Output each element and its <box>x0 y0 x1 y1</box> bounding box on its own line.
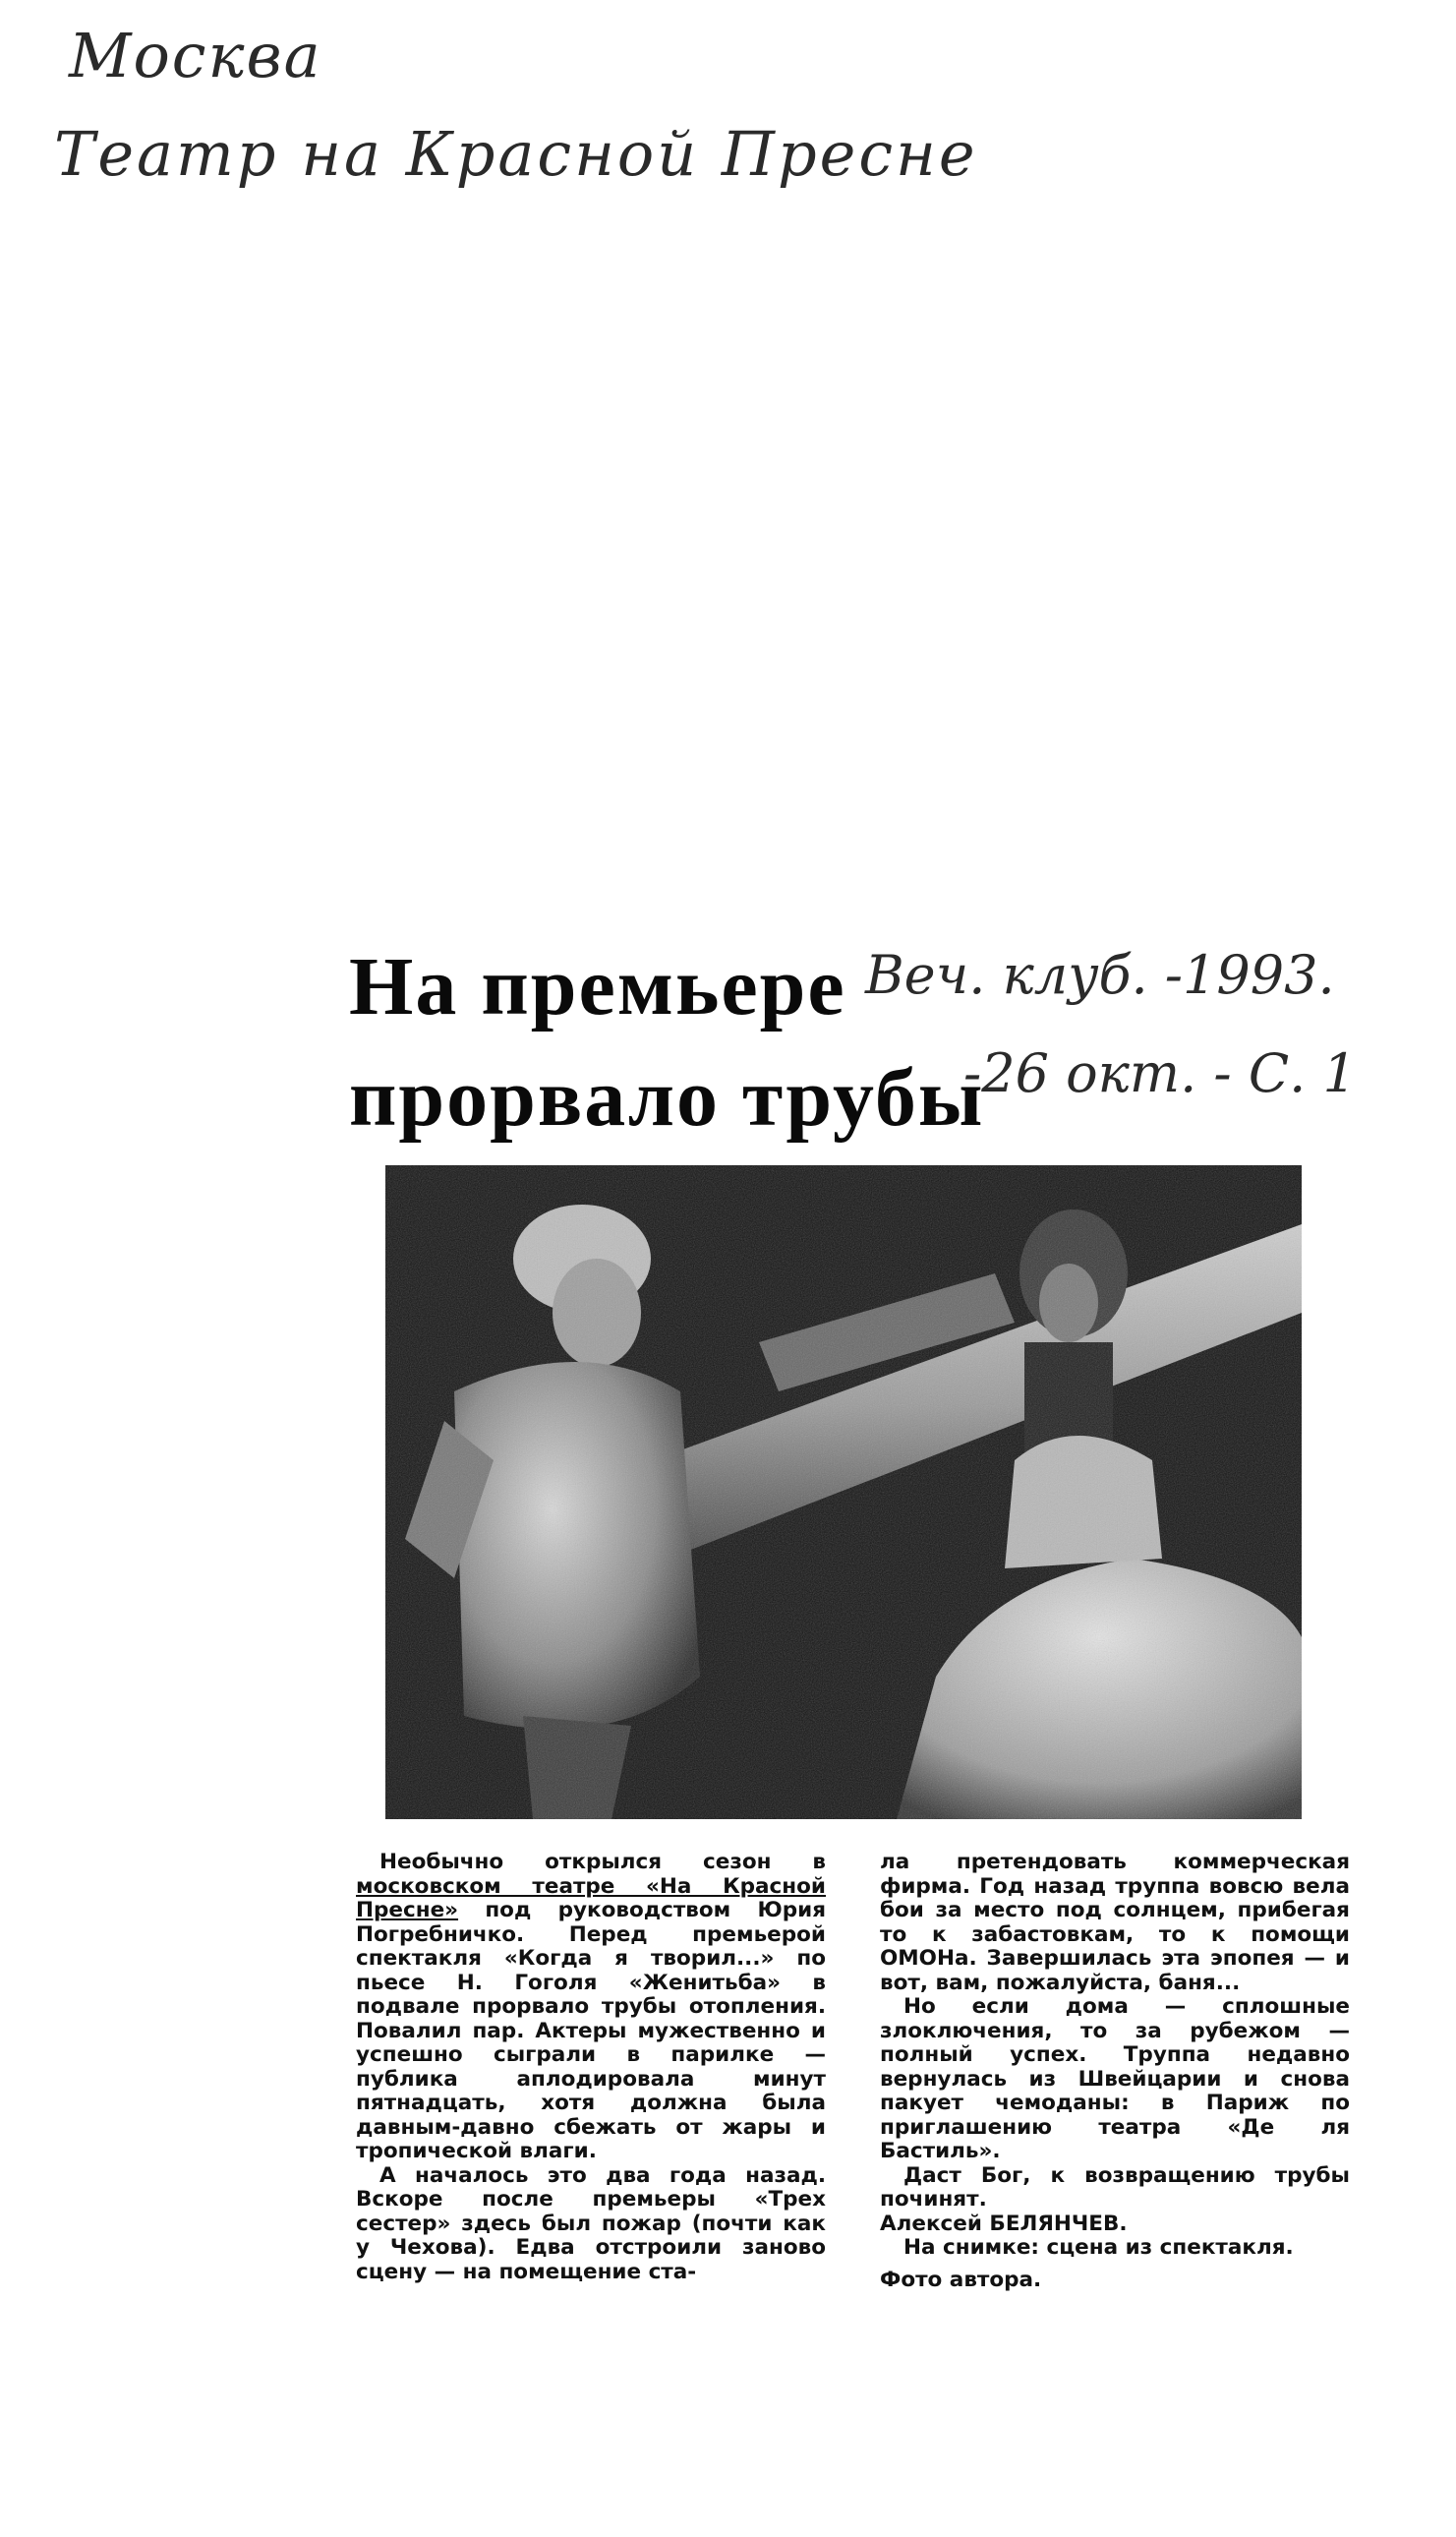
article-paragraph: Но если дома — сплошные злоключения, то за рубежом — полный успех. Труппа недавно вернулась из Швейцарии и снова пакует чемоданы: в Париж по приглашению театра «Де ля Бастиль». <box>880 1994 1350 2163</box>
article-paragraph: Даст Бог, к возвращению трубы починят. <box>880 2162 1350 2212</box>
article-paragraph: А началось это два года назад. Вскоре после премьеры «Трех сестер» здесь был пожар (почти как у Чехова). Едва отстроили заново сцену — на помещение ста- <box>356 2162 826 2284</box>
photo-credit: Фото автора. <box>880 2267 1042 2292</box>
handwritten-source-note: Веч. клуб. -1993. <box>865 944 1335 1006</box>
headline-line-1: На премьере <box>349 941 846 1032</box>
author-signature: Алексей БЕЛЯНЧЕВ. <box>880 2211 1128 2236</box>
article-column-left <box>356 1851 826 2284</box>
handwritten-date-note: -26 окт. - С. 1 <box>963 1042 1357 1104</box>
handwritten-theatre-name: Театр на Красной Пресне <box>54 118 978 190</box>
article-paragraph <box>356 1851 826 2164</box>
article-column-right <box>880 1851 1350 2292</box>
article-paragraph: ла претендовать коммерческая фирма. Год назад труппа вовсю вела бои за место под солнцем, прибегая то к забастовкам, то к помощи ОМОНа. Завершилась эта эпопея — и вот, вам, пожалуйста, баня... <box>880 1850 1350 1995</box>
handwritten-city: Москва <box>69 20 322 91</box>
theatre-name-underlined: московском театре «На Красной Пресне» <box>356 1873 826 1922</box>
article-text: Необычно открылся сезон в <box>379 1850 826 1874</box>
photo-caption: На снимке: сцена из спектакля. <box>903 2235 1294 2260</box>
headline-line-2: прорвало трубы <box>349 1052 985 1144</box>
article-text: под руководством Юрия Погребничко. Перед премьерой спектакля «Когда я творил...» по пьесе Н. Гоголя «Женитьба» в подвале прорвало трубы отопления. Повалил пар. Актеры мужественно и успешно сыграли в парилке — публика аплодировала минут пятнадцать, хотя должна была давным-давно сбежать от жары и тропической влаги. <box>356 1898 826 2163</box>
article-photo <box>385 1165 1302 1819</box>
